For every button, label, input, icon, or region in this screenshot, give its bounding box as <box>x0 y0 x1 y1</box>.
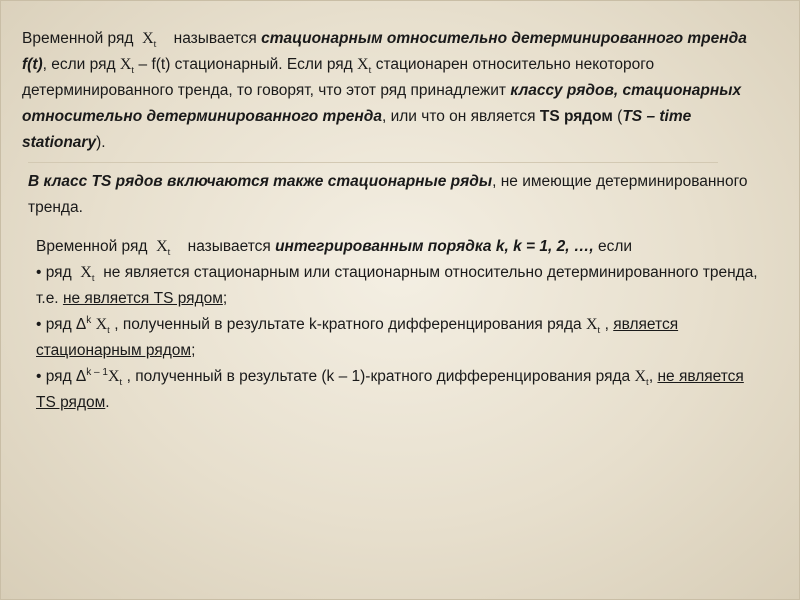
slide-content <box>22 26 762 416</box>
t-subscript: t <box>119 377 123 389</box>
text: , полученный в результате (k – 1)-кратного дифференцирования ряда <box>126 368 631 385</box>
emphasis: В класс TS рядов включаются также стационарные ряды <box>28 173 493 190</box>
text: , не имеющие детерминированного тренда. <box>28 173 748 216</box>
series-symbol <box>107 368 123 389</box>
t-subscript: t <box>597 325 601 337</box>
x-letter: X <box>142 30 154 47</box>
emphasis: k = 1, 2, …, <box>513 238 594 255</box>
text: – f(t) стационарный. Если ряд <box>138 56 353 73</box>
superscript: k – 1 <box>86 366 108 378</box>
text: Временной ряд <box>36 238 148 255</box>
bullet-item-3 <box>22 364 762 416</box>
paragraph-definition-integrated <box>22 234 762 260</box>
t-subscript: t <box>153 39 157 51</box>
bullet-item-1 <box>22 260 762 312</box>
emphasis: f(t) <box>22 56 43 73</box>
underlined-text: не является TS рядом <box>36 368 744 411</box>
series-symbol <box>634 368 649 389</box>
x-letter: X <box>80 264 92 281</box>
series-symbol <box>95 316 110 337</box>
x-letter: X <box>357 56 369 73</box>
text: ). <box>96 134 106 151</box>
text: • ряд <box>36 264 72 281</box>
text: называется <box>173 30 257 47</box>
t-subscript: t <box>107 325 110 337</box>
bullet-item-2 <box>22 312 762 364</box>
x-letter: X <box>95 316 108 333</box>
text: Временной ряд <box>22 30 134 47</box>
paragraph-ts-class <box>22 169 762 221</box>
x-letter: X <box>107 368 120 385</box>
series-symbol <box>119 56 135 77</box>
t-subscript: t <box>167 247 171 259</box>
series-symbol <box>156 238 171 259</box>
underlined-text: не является TS рядом <box>62 290 223 307</box>
emphasis: TS рядом <box>539 108 613 125</box>
spacer <box>28 227 718 228</box>
t-subscript: t <box>131 65 135 77</box>
x-letter: X <box>634 368 647 385</box>
emphasis: интегрированным порядка k, <box>275 238 509 255</box>
series-symbol <box>80 264 95 285</box>
series-symbol <box>142 30 157 51</box>
text: ( <box>617 108 623 125</box>
text: называется <box>187 238 271 255</box>
text: если <box>597 238 633 255</box>
text: , если ряд <box>42 56 116 73</box>
text: • ряд Δ <box>36 368 87 385</box>
underlined-text: является стационарным рядом <box>36 316 679 359</box>
x-letter: X <box>585 316 598 333</box>
emphasis: стационарным относительно детерминированного тренда <box>261 30 747 47</box>
emphasis: классу рядов, стационарных относительно детерминированного тренда <box>22 82 742 125</box>
emphasis: TS – time stationary <box>22 108 692 151</box>
text: не является стационарным или стационарным относительно детерминированного тренда, т.е. <box>36 264 758 307</box>
text: , или что он является <box>381 108 536 125</box>
series-symbol <box>585 316 601 337</box>
text: , <box>648 368 654 385</box>
text: стационарен относительно некоторого детерминированного тренда, то говорят, что этот ряд принадлежит <box>22 56 655 99</box>
t-subscript: t <box>368 65 372 77</box>
t-subscript: t <box>91 273 95 285</box>
superscript: k <box>86 314 92 326</box>
divider <box>28 162 718 163</box>
series-symbol <box>357 56 372 77</box>
t-subscript: t <box>646 377 649 389</box>
x-letter: X <box>119 56 132 73</box>
text: • ряд Δ <box>36 316 87 333</box>
text: , <box>604 316 609 333</box>
text: , полученный в результате k-кратного дифференцирования ряда <box>114 316 582 333</box>
text: ; <box>222 290 228 307</box>
paragraph-definition-ts <box>22 26 762 156</box>
x-letter: X <box>156 238 168 255</box>
text: . <box>105 394 110 411</box>
text: ; <box>191 342 196 359</box>
